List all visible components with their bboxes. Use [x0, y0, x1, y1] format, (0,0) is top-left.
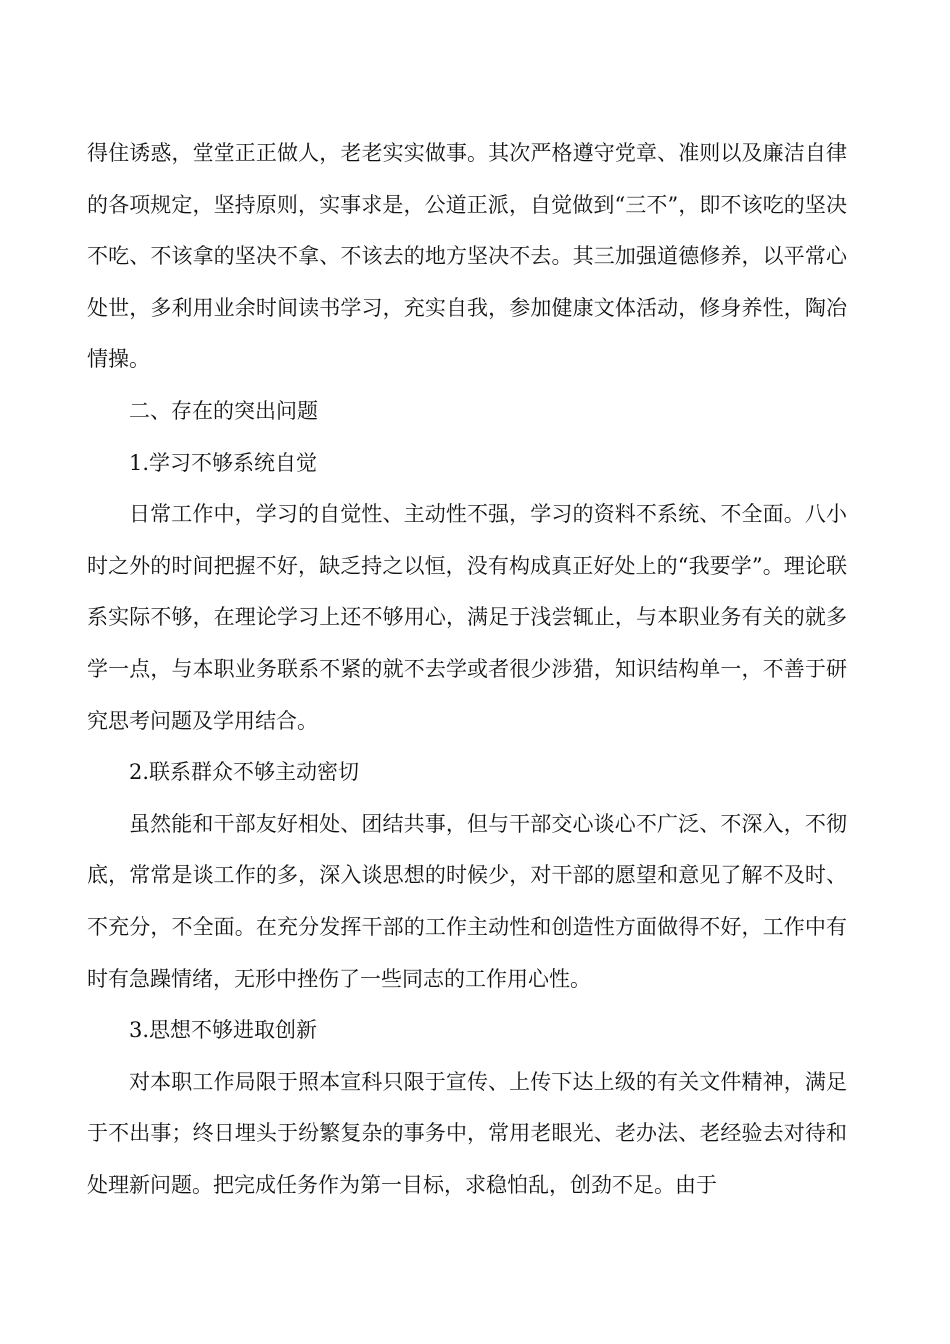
item-heading-1: 1.学习不够系统自觉 — [129, 450, 318, 475]
paragraph-continued: 得住诱惑，堂堂正正做人，老老实实做事。其次严格遵守党章、准则以及廉洁自律的各项规定，坚持原则，实事求是，公道正派，自觉做到“三不”，即不该吃的坚决不吃、不该拿的坚决不拿、不该去的地方坚决不去。其三加强道德修养，以平常心处世，多利用业余时间读书学习，充实自我，参加健康文体活动，修身养性，陶冶情操。 — [87, 141, 847, 372]
document-page — [87, 128, 847, 1211]
item-heading-2: 2.联系群众不够主动密切 — [129, 760, 360, 785]
item-body-2: 虽然能和干部友好相处、团结共事，但与干部交心谈心不广泛、不深入，不彻底，常常是谈工作的多，深入谈思想的时候少，对干部的愿望和意见了解不及时、不充分，不全面。在充分发挥干部的工作主动性和创造性方面做得不好，工作中有时有急躁情绪，无形中挫伤了一些同志的工作用心性。 — [87, 811, 847, 991]
item-body-3: 对本职工作局限于照本宣科只限于宣传、上传下达上级的有关文件精神，满足于不出事；终日埋头于纷繁复杂的事务中，常用老眼光、老办法、老经验去对待和处理新问题。把完成任务作为第一目标，求稳怕乱，创劲不足。由于 — [87, 1069, 847, 1197]
item-body-1: 日常工作中，学习的自觉性、主动性不强，学习的资料不系统、不全面。八小时之外的时间把握不好，缺乏持之以恒，没有构成真正好处上的“我要学”。理论联系实际不够，在理论学习上还不够用心，满足于浅尝辄止，与本职业务有关的就多学一点，与本职业务联系不紧的就不去学或者很少涉猎，知识结构单一，不善于研究思考问题及学用结合。 — [87, 502, 847, 733]
section-heading: 二、存在的突出问题 — [129, 398, 318, 423]
item-heading-3: 3.思想不够进取创新 — [129, 1018, 318, 1043]
